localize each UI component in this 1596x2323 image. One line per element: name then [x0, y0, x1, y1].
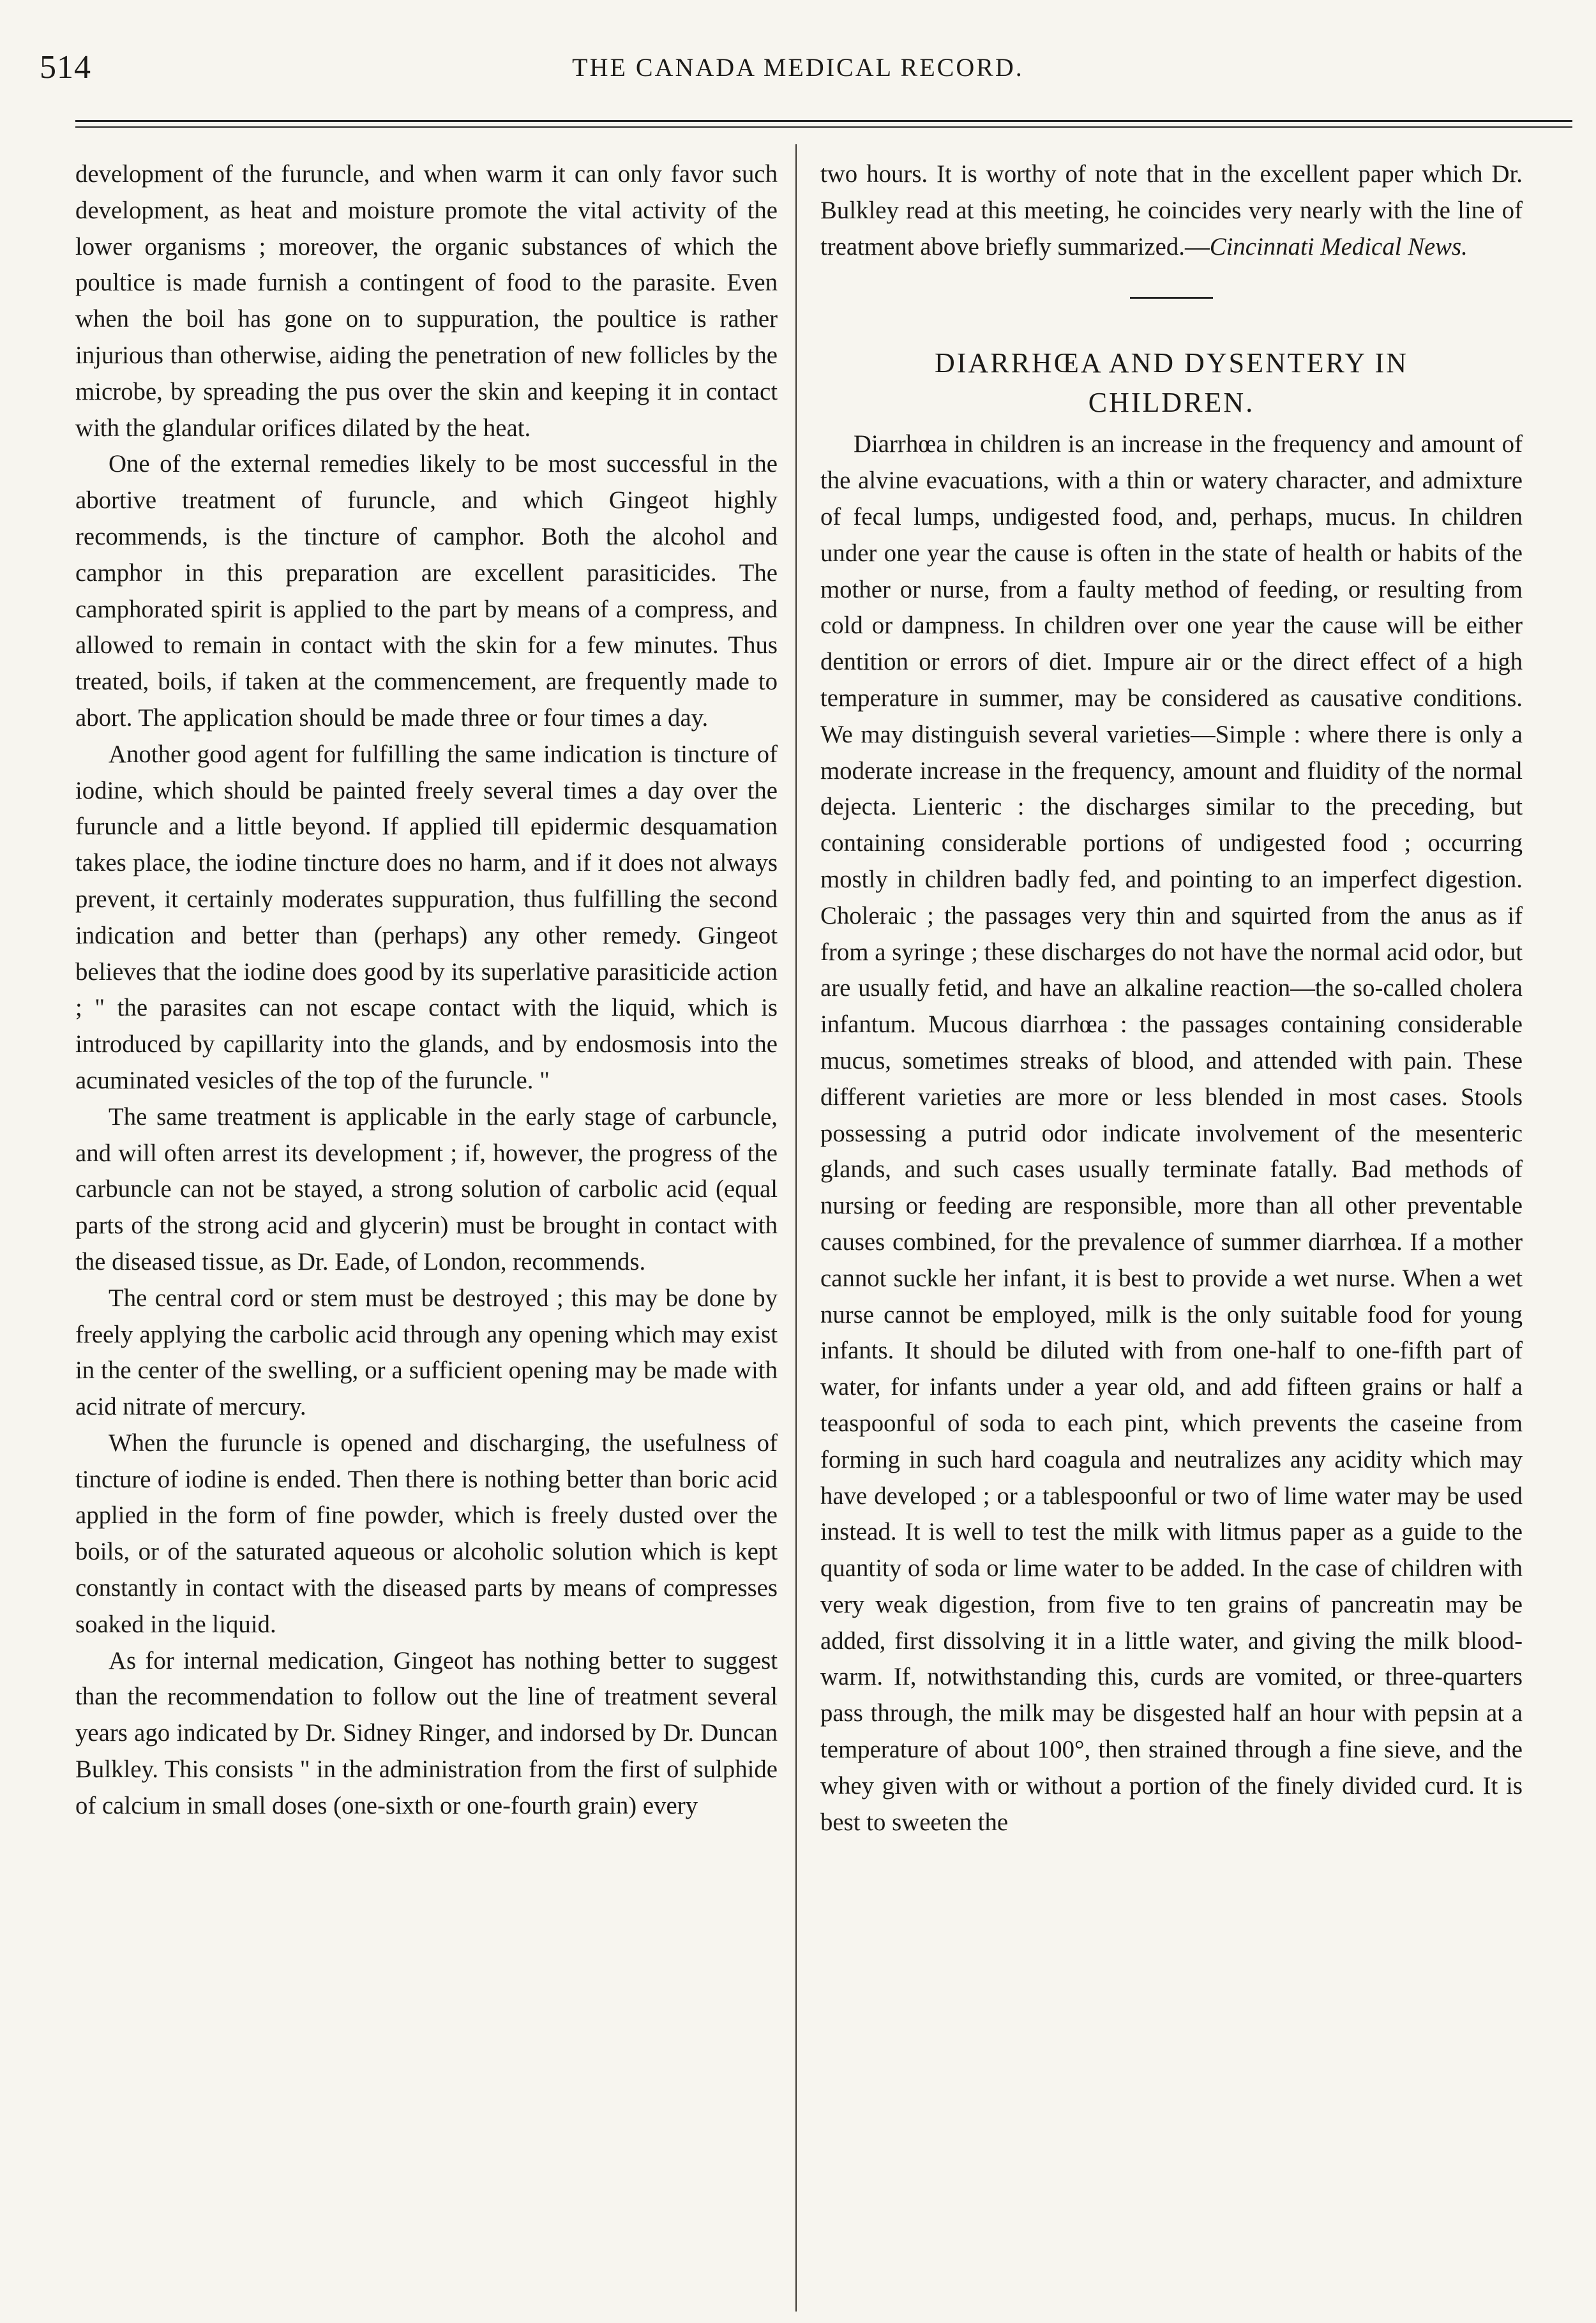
page-number: 514 — [40, 49, 91, 86]
paragraph: development of the furuncle, and when warm it can only favor such development, as heat and moisture promote the vital activity of the lower organisms ; moreover, the organic substances of which the poultice is made furnish a contingent of food to the parasite. Even when the boil has gone on to suppuration, the poultice is rather injurious than otherwise, aiding the penetration of new follicles by the microbe, by spreading the pus over the skin and keeping it in contact with the glandular orifices dilated by the heat. — [75, 160, 778, 442]
column-divider — [795, 144, 797, 2312]
previous-article-ending — [820, 156, 1523, 265]
running-title: THE CANADA MEDICAL RECORD. — [572, 53, 1024, 82]
section-separator — [1130, 297, 1213, 299]
closing-text: two hours. It is worthy of note that in the excellent paper which Dr. Bulkley read at this meeting, he coincides very nearly with the line of treatment above briefly summarized.— — [820, 160, 1523, 260]
article-title-line: DIARRHŒA AND DYSENTERY IN — [935, 347, 1408, 379]
paragraph: Diarrhœa in children is an increase in the frequency and amount of the alvine evacuations, with a thin or watery character, and admixture of fecal lumps, undigested food, and, perhaps, mucus. In children under one year the cause is often in the state of health or habits of the mother or nurse, from a faulty method of feeding, or resulting from cold or dampness. In children over one year the cause will be either dentition or errors of diet. Impure air or the direct effect of a high temperature in summer, may be considered as causative conditions. We may distinguish several varieties—Simple : where there is only a moderate increase in the frequency, amount and fluidity of the normal dejecta. Lienteric : the discharges similar to the preceding, but containing considerable portions of undigested food ; occurring mostly in children badly fed, and pointing to an imperfect digestion. Choleraic ; the passages very thin and squirted from the anus as if from a syringe ; these discharges do not have the normal acid odor, but are usually fetid, and have an alkaline reaction—the so-called cholera infantum. Mucous diarrhœa : the passages containing considerable mucus, sometimes streaks of blood, and attended with pain. These different varieties are more or less blended in most cases. Stools possessing a putrid odor indicate involvement of the mesenteric glands, and such cases usually terminate fatally. Bad methods of nursing or feeding are responsible, more than all other preventable causes combined, for the prevalence of summer diarrhœa. If a mother cannot suckle her infant, it is best to provide a wet nurse. When a wet nurse cannot be employed, milk is the only suitable food for young infants. It should be diluted with from one-half to one-fifth part of water, for infants under a year old, and add fifteen grains or half a teaspoonful of soda to each pint, which prevents the caseine from forming in such hard coagula and neutralizes any acidity which may have developed ; or a tablespoonful or two of lime water may be used instead. It is well to test the milk with litmus paper as a guide to the quantity of soda or lime water to be added. In the case of children with very weak digestion, from five to ten grains of pancreatin may be added, first dissolving it in a little water, and giving the milk blood-warm. If, notwithstanding this, curds are vomited, or three-quarters pass through, the milk may be disgested half an hour with pepsin at a temperature of about 100°, then strained through a fine sieve, and the whey given with or without a portion of the finely divided curd. It is best to sweeten the — [820, 430, 1523, 1836]
article-title — [820, 343, 1523, 423]
article-title-line: CHILDREN. — [1088, 387, 1255, 419]
paragraph: When the furuncle is opened and discharging, the usefulness of tincture of iodine is ended. Then there is nothing better than boric acid applied in the form of fine powder, which is freely dusted over the boils, or of the saturated aqueous or alcoholic solution which is kept constantly in contact with the diseased parts by means of compresses soaked in the liquid. — [75, 1429, 778, 1638]
left-column — [75, 156, 778, 2301]
paragraph: The same treatment is applicable in the early stage of carbuncle, and will often arrest its development ; if, however, the progress of the carbuncle can not be stayed, a strong solution of carbolic acid (equal parts of the strong acid and glycerin) must be brought in contact with the diseased tissue, as Dr. Eade, of London, recommends. — [75, 1102, 778, 1275]
header-rule — [75, 120, 1572, 122]
paragraph: The central cord or stem must be destroyed ; this may be done by freely applying the carbolic acid through any opening which may exist in the center of the swelling, or a sufficient opening may be made with acid nitrate of mercury. — [75, 1284, 778, 1421]
right-column — [820, 156, 1523, 2301]
source-citation: Cincinnati Medical News. — [1209, 232, 1468, 260]
header-rule-thin — [75, 126, 1572, 128]
paragraph: As for internal medication, Gingeot has nothing better to suggest than the recommendation to follow out the line of treatment several years ago indicated by Dr. Sidney Ringer, and indorsed by Dr. Duncan Bulkley. This consists " in the administration from the first of sulphide of calcium in small doses (one-sixth or one-fourth grain) every — [75, 1646, 778, 1819]
paragraph: Another good agent for fulfilling the same indication is tincture of iodine, which should be painted freely several times a day over the furuncle and a little beyond. If applied till epidermic desquamation takes place, the iodine tincture does no harm, and if it does not always prevent, it certainly moderates suppuration, thus fulfilling the second indication and better than (perhaps) any other remedy. Gingeot believes that the iodine does good by its superlative parasiticide action ; " the parasites can not escape contact with the liquid, which is introduced by capillarity into the glands, and by endosmosis into the acuminated vesicles of the top of the furuncle. " — [75, 740, 778, 1094]
paragraph: One of the external remedies likely to be most successful in the abortive treatment of furuncle, and which Gingeot highly recommends, is the tincture of camphor. Both the alcohol and camphor in this preparation are excellent parasiticides. The camphorated spirit is applied to the part by means of a compress, and allowed to remain in contact with the skin for a few minutes. Thus treated, boils, if taken at the commencement, are frequently made to abort. The application should be made three or four times a day. — [75, 450, 778, 732]
